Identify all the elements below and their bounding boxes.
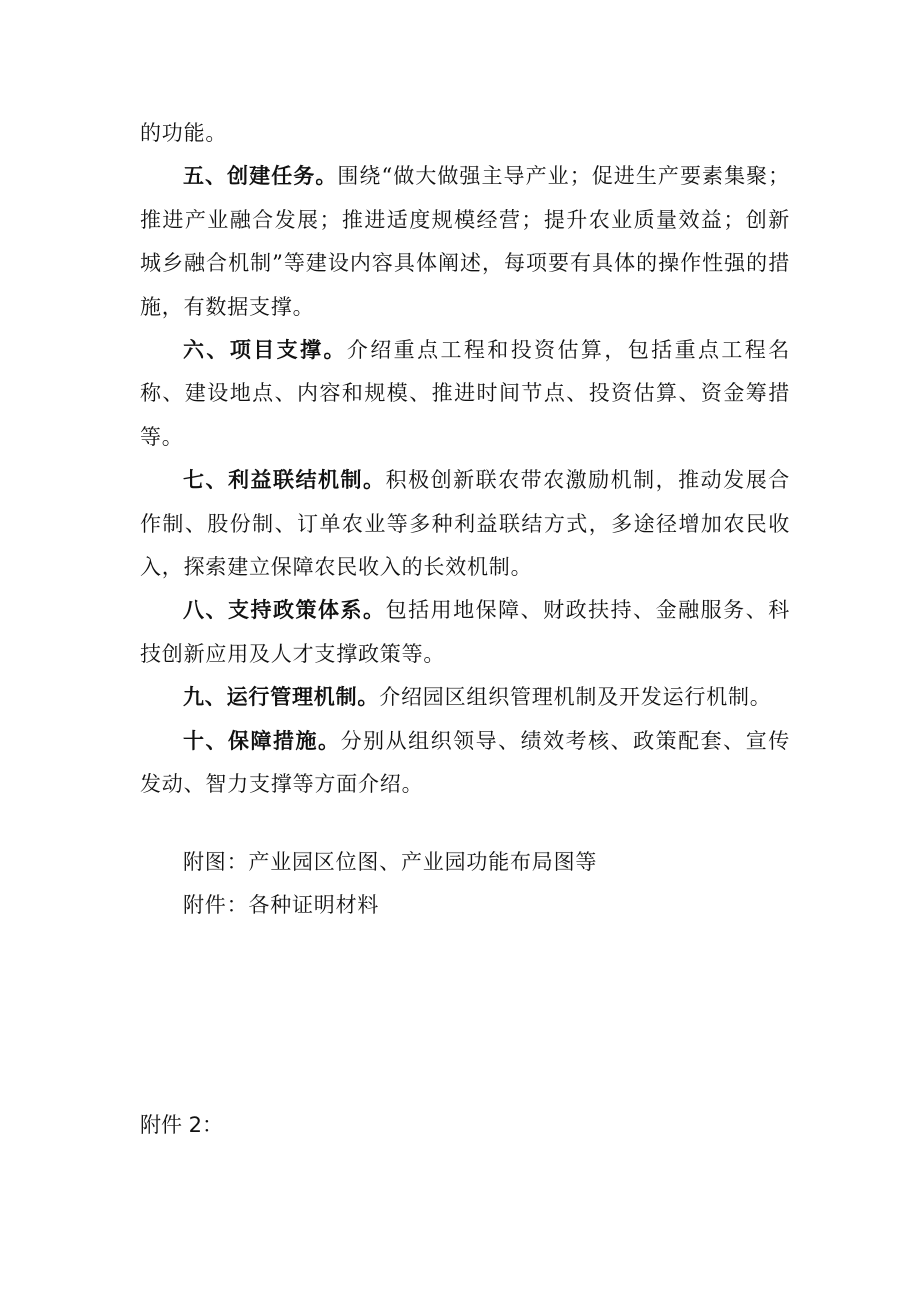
- section-heading: 八、支持政策体系。: [183, 598, 386, 623]
- section-creation-tasks: [140, 155, 790, 329]
- section-body: 围绕“做大做强主导产业；促进生产要素集聚；推进产业融合发展；推进适度规模经营；提升农业质量效益；创新城乡融合机制”等建设内容具体阐述，每项要有具体的操作性强的措施，有数据支撑。: [140, 164, 790, 319]
- continuation-text: 的功能。: [140, 121, 228, 145]
- section-body: 介绍重点工程和投资估算，包括重点工程名称、建设地点、内容和规模、推进时间节点、投资估算、资金筹措等。: [140, 338, 790, 449]
- section-body: 介绍园区组织管理机制及开发运行机制。: [379, 685, 772, 710]
- section-body: 分别从组织领导、绩效考核、政策配套、宣传发动、智力支撑等方面介绍。: [140, 728, 790, 797]
- section-operation-mechanism: [140, 676, 790, 719]
- annex-title: 附件 2：: [140, 1113, 224, 1137]
- section-body: 积极创新联农带农激励机制，推动发展合作制、股份制、订单农业等多种利益联结方式，多途径增加农民收入，探索建立保障农民收入的长效机制。: [140, 468, 791, 580]
- attached-files-line: 附件：各种证明材料: [183, 892, 380, 917]
- section-heading: 六、项目支撑。: [183, 338, 347, 363]
- section-heading: 十、保障措施。: [183, 728, 341, 753]
- section-project-support: [140, 329, 790, 459]
- section-heading: 七、利益联结机制。: [183, 468, 386, 493]
- section-benefit-linkage: [140, 459, 790, 589]
- section-body: 包括用地保障、财政扶持、金融服务、科技创新应用及人才支撑政策等。: [140, 598, 791, 666]
- attached-figures-line: 附图：产业园区位图、产业园功能布局图等: [183, 849, 598, 874]
- section-safeguards: [140, 720, 790, 807]
- attachments-block: [140, 841, 790, 928]
- section-heading: 九、运行管理机制。: [183, 685, 380, 710]
- document-page: [140, 112, 790, 927]
- section-policy-system: [140, 589, 790, 676]
- section-heading: 五、创建任务。: [183, 164, 338, 189]
